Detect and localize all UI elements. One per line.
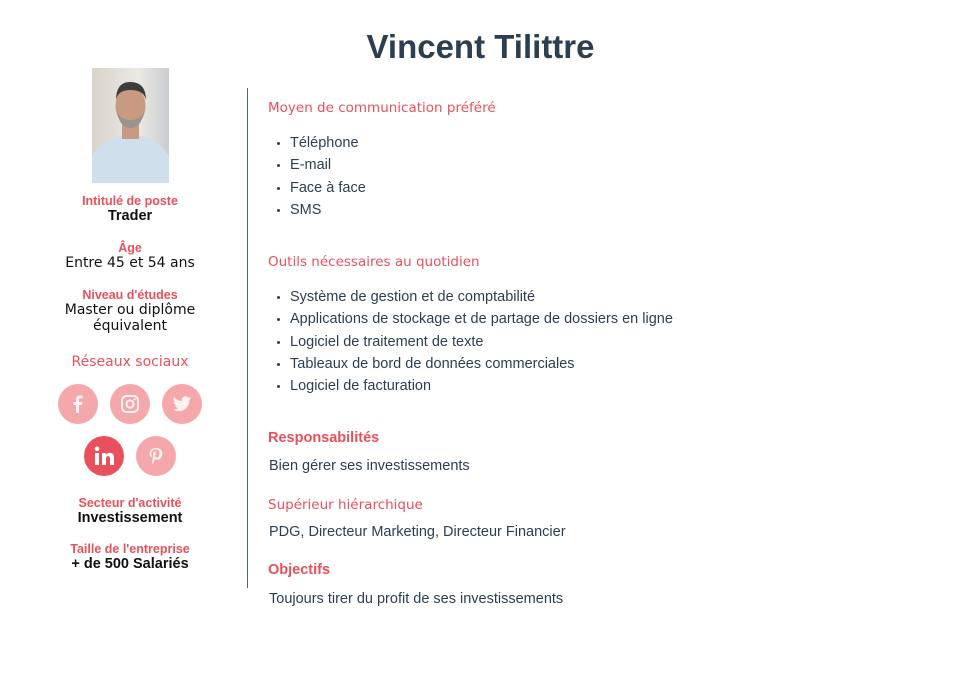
- objectives-text: Toujours tirer du profit de ses investissements: [269, 591, 564, 607]
- profile-photo: [92, 68, 169, 183]
- facebook-button[interactable]: [58, 384, 98, 424]
- instagram-icon: [120, 394, 140, 414]
- list-item: Logiciel de traitement de texte: [290, 331, 673, 353]
- responsibilities-heading: Responsabilités: [268, 430, 380, 446]
- persona-name: Vincent Tilittre: [366, 28, 595, 65]
- linkedin-icon: [93, 445, 115, 467]
- tools-list: [268, 286, 673, 397]
- superior-heading: Supérieur hiérarchique: [268, 497, 423, 513]
- twitter-button[interactable]: [162, 384, 202, 424]
- profile-sidebar: [30, 68, 230, 572]
- field-value: Investissement: [77, 510, 183, 526]
- list-item: Applications de stockage et de partage de dossiers en ligne: [290, 308, 673, 330]
- list-item: SMS: [290, 199, 366, 221]
- field-value: Trader: [107, 208, 153, 224]
- instagram-button[interactable]: [110, 384, 150, 424]
- field-label: Secteur d'activité: [78, 496, 182, 510]
- list-item: Téléphone: [290, 132, 366, 154]
- list-item: Logiciel de facturation: [290, 375, 673, 397]
- column-divider: [247, 88, 248, 588]
- field-label: Âge: [118, 241, 142, 255]
- pinterest-icon: [146, 446, 166, 466]
- field-value: + de 500 Salariés: [71, 556, 189, 572]
- communication-list: [268, 132, 366, 221]
- list-item: Face à face: [290, 177, 366, 199]
- list-item: Système de gestion et de comptabilité: [290, 286, 673, 308]
- socials-title: Réseaux sociaux: [71, 354, 189, 370]
- responsibilities-text: Bien gérer ses investissements: [269, 458, 470, 474]
- field-label: Intitulé de poste: [82, 194, 178, 208]
- field-sector: [30, 496, 230, 526]
- list-item: Tableaux de bord de données commerciales: [290, 353, 673, 375]
- field-value: Master ou diplôme équivalent: [64, 302, 196, 334]
- linkedin-button[interactable]: [84, 436, 124, 476]
- communication-heading: Moyen de communication préféré: [268, 100, 496, 116]
- field-education: [30, 288, 230, 334]
- list-item: E-mail: [290, 154, 366, 176]
- superior-text: PDG, Directeur Marketing, Directeur Financier: [269, 524, 566, 540]
- field-label: Niveau d'études: [82, 288, 178, 302]
- field-age: [30, 241, 230, 271]
- twitter-icon: [172, 394, 192, 414]
- tools-heading: Outils nécessaires au quotidien: [268, 254, 480, 270]
- field-company-size: [30, 542, 230, 572]
- field-job-title: [30, 194, 230, 224]
- objectives-heading: Objectifs: [268, 562, 331, 578]
- facebook-icon: [68, 394, 88, 414]
- field-value: Entre 45 et 54 ans: [65, 255, 195, 271]
- field-label: Taille de l'entreprise: [70, 542, 190, 556]
- pinterest-button[interactable]: [136, 436, 176, 476]
